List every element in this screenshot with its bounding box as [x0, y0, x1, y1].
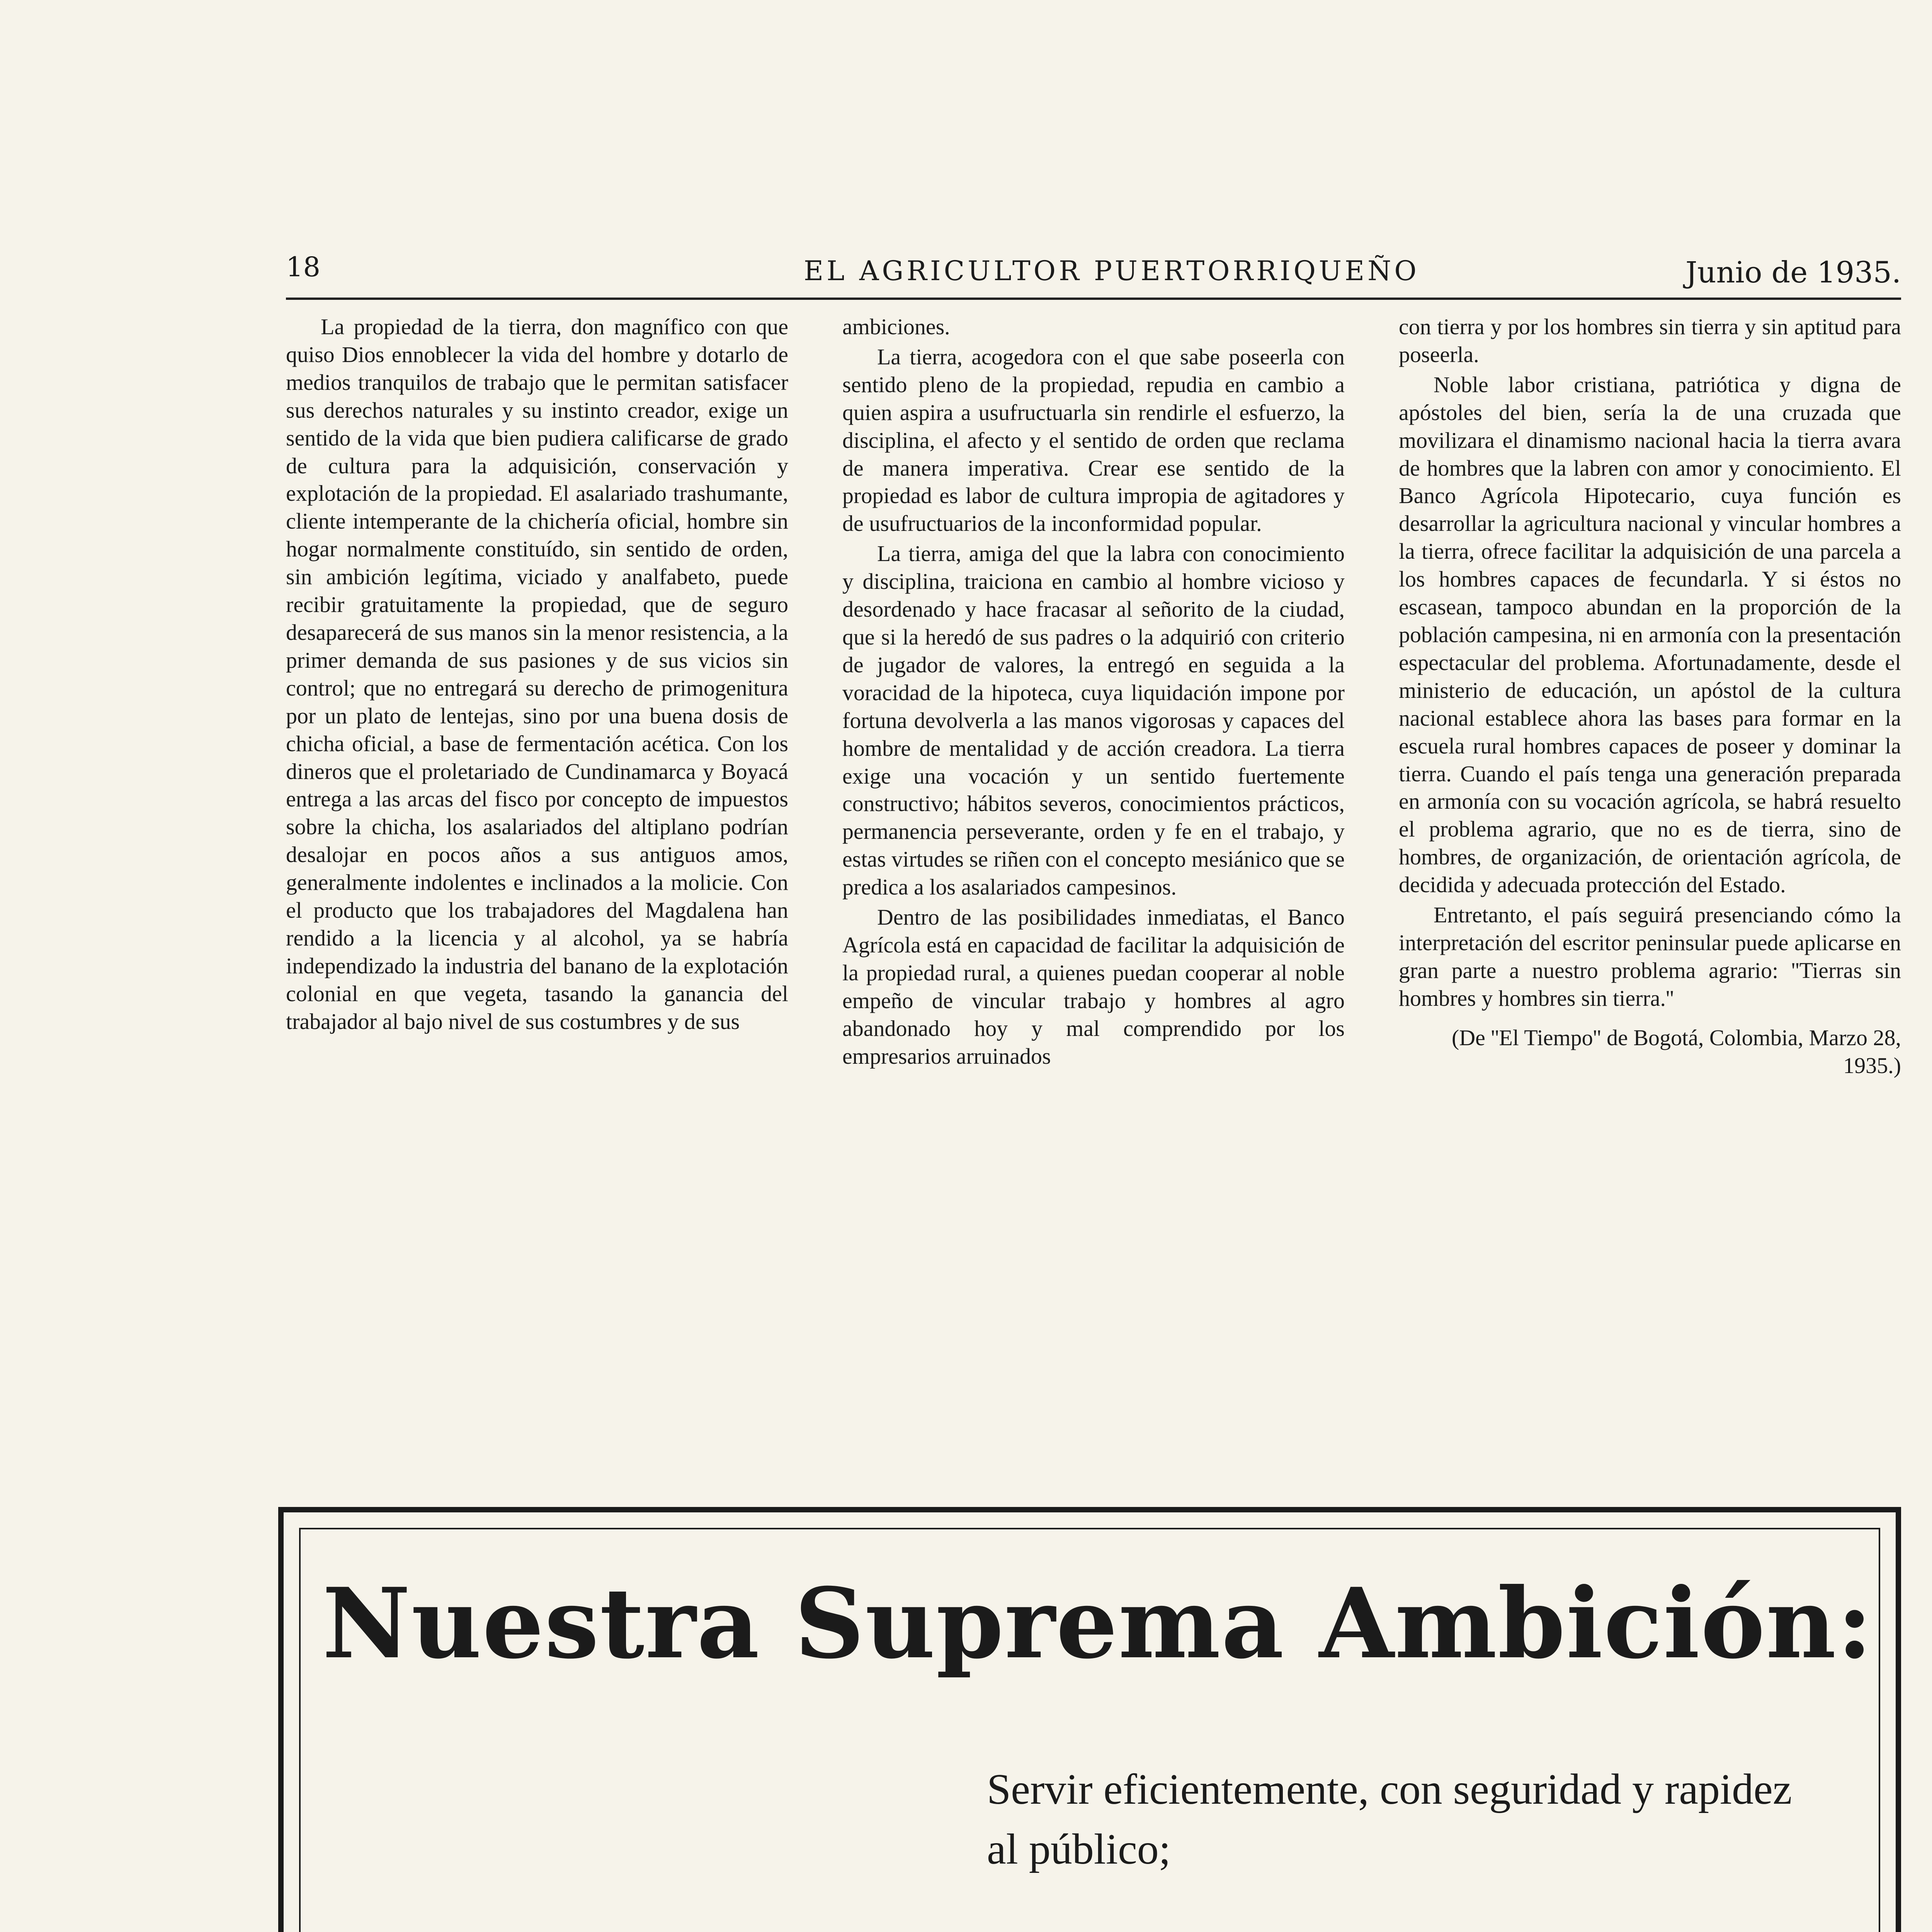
ad-headline-ambition: Nuestra Suprema Ambición: [322, 1566, 1873, 1680]
article-paragraph: Noble labor cristiana, patriótica y digna de apóstoles del bien, sería la de una cruzada que movilizara el dinamismo nacional hacia la tierra avara de hombres que la labren con amor y conocimiento. El Banco Agrícola Hipotecario, cuya función es desarrollar la agricultura nacional y vincular hombres a la tierra, ofrece facilitar la adquisición de una parcela a los hombres capaces de fecundarla. Y si éstos no escasean, tampoco abundan en la proporción de la población campesina, ni en armonía con la presentación espectacular del problema. Afortunadamente, desde el ministerio de educación, un apóstol de la cultura nacional establece ahora las bases para formar en la escuela rural hombres capaces de poseer y dominar la tierra. Cuando el país tenga una generación preparada en armonía con su vocación agrícola, se habrá resuelto el problema agrario, que no es de tierra, sino de hombres, de organización, de orientación agrícola, de decidida y adecuada protección del Estado. [1399, 372, 1901, 898]
ad-body-ambition: Servir eficientemente, con seguridad y rapidez al público; [987, 1765, 1792, 1873]
article-paragraph: La tierra, amiga del que la labra con conocimiento y disciplina, traiciona en cambio al hombre vicioso y desordenado y hace fracasar al señorito de la ciudad, que si la heredó de sus padres o la adquirió con criterio de jugador de valores, la entregó en seguida a la voracidad de la hipoteca, cuya liquidación impone por fortuna devolverla a las manos vigorosas y capaces del hombre de mentalidad y de acción creadora. La tierra exige una vocación y un sentido fuertemente constructivo; hábitos severos, conocimientos prácticos, permanencia perseverante, orden y fe en el trabajo, y estas virtudes se riñen con el concepto mesiánico que se predica a los asalariados campesinos. [842, 541, 1345, 900]
article-column-3 [1399, 313, 1901, 1503]
article-body [286, 313, 1901, 1503]
article-column-2 [842, 313, 1345, 1503]
issue-date: Junio de 1935. [1685, 255, 1901, 289]
article-paragraph: La propiedad de la tierra, don magnífico con que quiso Dios ennoblecer la vida del hombre y dotarlo de medios tranquilos de trabajo que le permitan satisfacer sus derechos naturales y su instinto creador, exige un sentido de la vida que bien pudiera calificarse de grado de cultura para la adquisición, conservación y explotación de la propiedad. El asalariado trashumante, cliente intemperante de la chichería oficial, hombre sin hogar normalmente constituído, sin sentido de orden, sin ambición legítima, viciado y analfabeto, puede recibir gratuitamente la propiedad, que de seguro desaparecerá de sus manos sin la menor resistencia, a la primer demanda de sus pasiones y de sus vicios sin control; que no entregará su derecho de primogenitura por un plato de lentejas, sino por una buena dosis de chicha oficial, a base de fermentación acética. Con los dineros que el proletariado de Cundinamarca y Boyacá entrega a las arcas del fisco por concepto de impuestos sobre la chicha, los asalariados del altiplano podrían desalojar en pocos años a sus antiguos amos, generalmente indolentes e inclinados a la molicie. Con el producto que los trabajadores del Magdalena han rendido a la licencia y al alcohol, ya se habría independizado la industria del banano de la explotación colonial en que vegeta, tasando la ganancia del trabajador al bajo nivel de sus costumbres y de sus [286, 314, 788, 1034]
article-paragraph: La tierra, acogedora con el que sabe poseerla con sentido pleno de la propiedad, repudia en cambio a quien aspira a usufructuarla sin rendirle el esfuerzo, la disciplina, el afecto y el sentido de orden que reclama de manera imperativa. Crear ese sentido de la propiedad es labor de cultura impropia de agitadores y de usufructuarios de la inconformidad popular. [842, 344, 1345, 536]
article-paragraph: ambiciones. [842, 314, 950, 339]
page-header [286, 247, 1901, 300]
article-paragraph: Dentro de las posibilidades inmediatas, el Banco Agrícola está en capacidad de facilitar la adquisición de la propiedad rural, a quienes puedan cooperar al noble empeño de vincular trabajo y hombres al agro abandonado hoy y mal comprendido por los empresarios arruinados [842, 905, 1345, 1069]
article-paragraph: Entretanto, el país seguirá presenciando cómo la interpretación del escritor peninsular puede aplicarse en gran parte a nuestro problema agrario: ''Tierras sin hombres y hombres sin tierra.'' [1399, 902, 1901, 1011]
page-number: 18 [286, 251, 321, 283]
article-column-1 [286, 313, 788, 1503]
article-paragraph: con tierra y por los hombres sin tierra y sin aptitud para poseerla. [1399, 314, 1901, 367]
source-note: (De ''El Tiempo'' de Bogotá, Colombia, Marzo 28, 1935.) [1451, 1025, 1901, 1078]
journal-title: EL AGRICULTOR PUERTORRIQUEÑO [804, 255, 1420, 287]
advertisement [278, 1507, 1901, 1932]
